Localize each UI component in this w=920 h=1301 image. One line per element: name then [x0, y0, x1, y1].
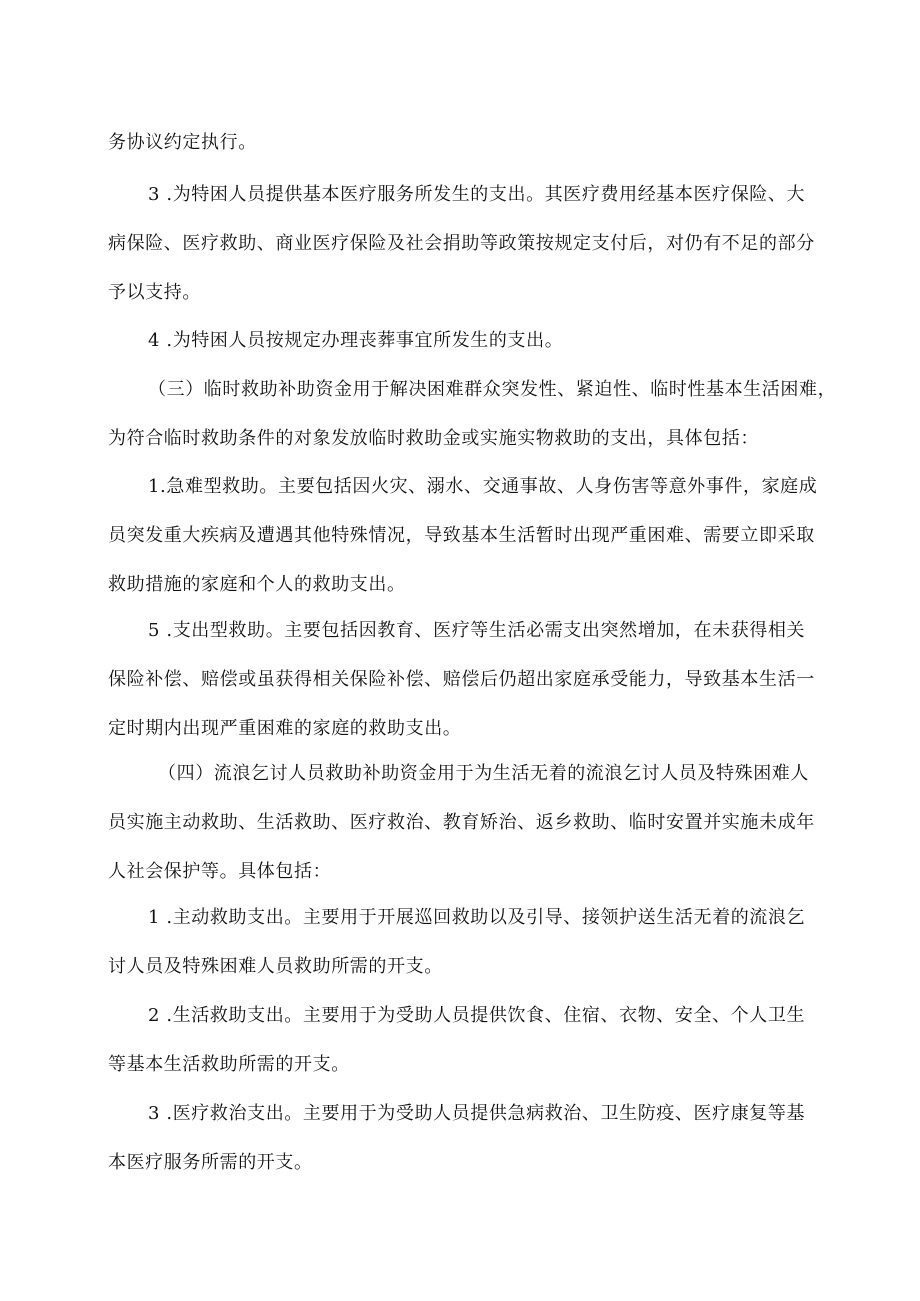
paragraph-section-3-temporary-aid	[108, 365, 837, 463]
text-line: 1.急难型救助。主要包括因火灾、溺水、交通事故、人身伤害等意外事件，家庭成	[148, 476, 818, 497]
text-line: 人社会保护等。具体包括：	[108, 861, 332, 882]
text-line: 予以支持。	[108, 282, 201, 303]
text-line: 定时期内出现严重困难的家庭的救助支出。	[108, 718, 462, 739]
paragraph-item-4-funeral	[108, 316, 818, 365]
paragraph-continuation	[108, 118, 818, 167]
text-line: 员实施主动救助、生活救助、医疗救治、教育矫治、返乡救助、临时安置并实施未成年	[108, 812, 815, 833]
paragraph-emergency-aid	[108, 462, 818, 609]
paragraph-medical-treatment	[108, 1089, 818, 1187]
text-line: 2 .生活救助支出。主要用于为受助人员提供饮食、住宿、衣物、安全、个人卫生	[148, 1005, 806, 1026]
text-line: 员突发重大疾病及遭遇其他特殊情况，导致基本生活暂时出现严重困难、需要立即采取	[108, 525, 815, 546]
text-line: 病保险、医疗救助、商业医疗保险及社会捐助等政策按规定支付后，对仍有不足的部分	[108, 233, 815, 254]
text-line: 务协议约定执行。	[108, 132, 257, 153]
text-line: （四）流浪乞讨人员救助补助资金用于为生活无着的流浪乞讨人员及特殊困难人	[158, 763, 809, 784]
text-line: 为符合临时救助条件的对象发放临时救助金或实施实物救助的支出，具体包括：	[108, 428, 759, 449]
text-line: 保险补偿、赔偿或虽获得相关保险补偿、赔偿后仍超出家庭承受能力，导致基本生活一	[108, 669, 815, 690]
text-line: 救助措施的家庭和个人的救助支出。	[108, 574, 406, 595]
paragraph-section-4-vagrant-aid	[108, 749, 818, 896]
paragraph-living-aid	[108, 991, 818, 1089]
text-line: 讨人员及特殊困难人员救助所需的开支。	[108, 956, 443, 977]
text-line: 1 .主动救助支出。主要用于开展巡回救助以及引导、接领护送生活无着的流浪乞	[148, 907, 806, 928]
text-line: 3 .为特困人员提供基本医疗服务所发生的支出。其医疗费用经基本医疗保险、大	[148, 184, 806, 205]
text-line: （三）临时救助补助资金用于解决困难群众突发性、紧迫性、临时性基本生活困难，	[148, 379, 837, 400]
text-line: 等基本生活救助所需的开支。	[108, 1054, 350, 1075]
paragraph-item-3-medical	[108, 170, 818, 317]
text-line: 3 .医疗救治支出。主要用于为受助人员提供急病救治、卫生防疫、医疗康复等基	[148, 1103, 806, 1124]
text-line: 本医疗服务所需的开支。	[108, 1152, 313, 1173]
text-line: 4 .为特困人员按规定办理丧葬事宜所发生的支出。	[148, 330, 564, 351]
paragraph-expenditure-aid	[108, 606, 818, 753]
paragraph-active-aid	[108, 893, 818, 991]
text-line: 5 .支出型救助。主要包括因教育、医疗等生活必需支出突然增加，在未获得相关	[148, 620, 806, 641]
